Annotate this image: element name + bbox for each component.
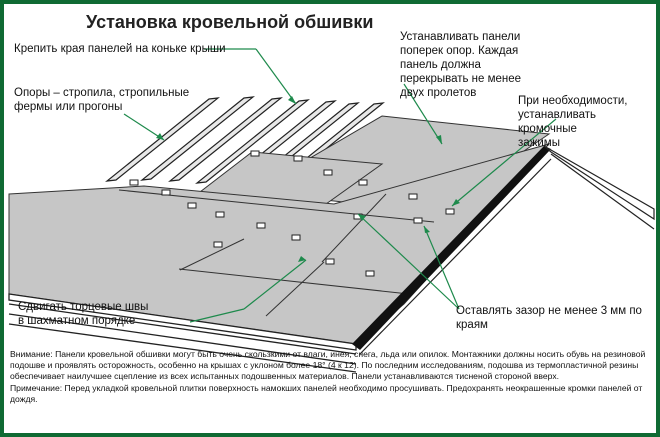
page-title: Установка кровельной обшивки xyxy=(86,12,374,32)
warning-note: Внимание: Панели кровельной обшивки могут быть очень скользкими от влаги, инея, снега, льда или опилок. Монтажники должны носить обувь на резиновой подошве и проявлять осторожность, особенно на крышах с уклоном более 18° (4 к 12). По последним исследованиям, подошва из термопластичной резины обеспечивает наилучшее сцепление из всех испытанных подошвенных материалов. Панели устанавливаются тисненой стороной вверх. xyxy=(10,349,646,382)
diagram-frame xyxy=(4,4,656,433)
label-clips: При необходимости, устанавливать кромочные зажимы xyxy=(518,95,628,149)
remark-note: Примечание: Перед укладкой кровельной плитки поверхность намокших панелей необходимо просушивать. Предохранять неокрашенные кромки панелей от дождя. xyxy=(10,382,643,404)
label-supports: Опоры – стропила, стропильные фермы или прогоны xyxy=(14,87,190,113)
label-seams: Сдвигать торцевые швы в шахматном порядке xyxy=(18,301,149,327)
label-panels: Устанавливать панели поперек опор. Каждая панель должна перекрывать не менее двух пролетов xyxy=(400,31,522,99)
notes-block xyxy=(10,349,652,405)
label-gap: Оставлять зазор не менее 3 мм по краям xyxy=(456,305,642,331)
label-edges: Крепить края панелей на коньке крыши xyxy=(14,43,226,55)
